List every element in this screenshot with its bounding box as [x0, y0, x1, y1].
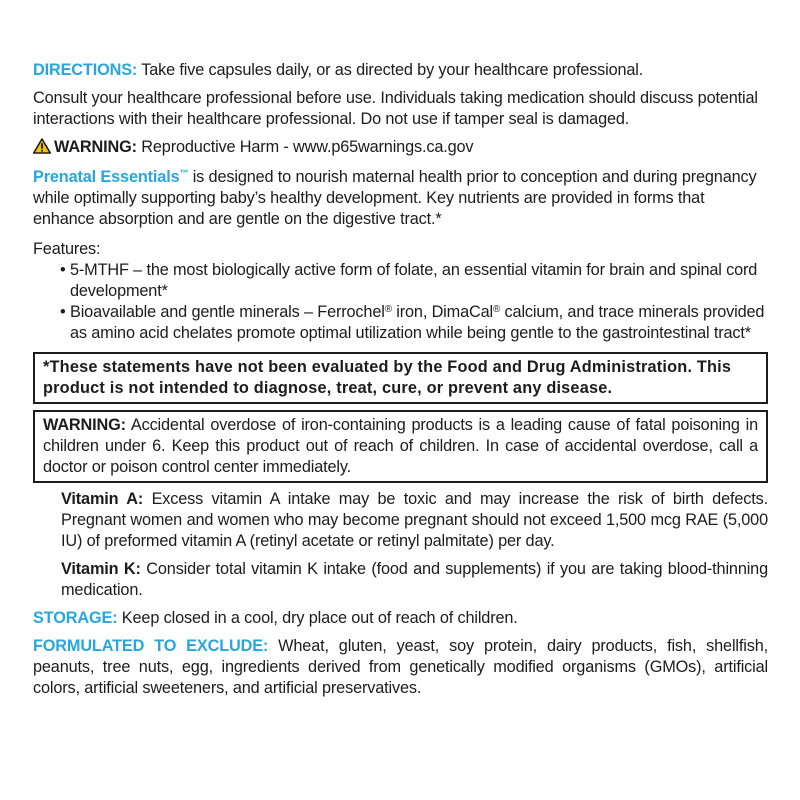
feature-text: 5-MTHF – the most biologically active form of folate, an essential vitamin for brain and spinal cord development*	[70, 261, 758, 300]
exclusions-heading: FORMULATED TO EXCLUDE:	[33, 637, 269, 655]
trademark-symbol: ™	[179, 168, 189, 178]
features-list	[60, 260, 768, 344]
vitamin-k-text: Consider total vitamin K intake (food and supplements) if you are taking blood-thinning medication.	[61, 560, 768, 599]
iron-warning-text: Accidental overdose of iron-containing products is a leading cause of fatal poisoning in children under 6. Keep this product out of reach of children. In case of accidental overdose, call a doctor or poison control center immediately.	[43, 416, 758, 476]
directions-text: Take five capsules daily, or as directed by your healthcare professional.	[137, 61, 644, 79]
vitamin-k-warning	[61, 559, 768, 601]
vitamin-k-label: Vitamin K:	[61, 560, 141, 578]
vitamin-a-text: Excess vitamin A intake may be toxic and may increase the risk of birth defects. Pregnant women and women who may become pregnant should not exceed 1,500 mcg RAE (5,000 IU) of preformed vitamin A (retinyl acetate or retinyl palmitate) per day.	[61, 490, 768, 550]
prop65-warning-text: Reproductive Harm - www.p65warnings.ca.gov	[136, 138, 474, 156]
iron-warning-label: WARNING:	[43, 416, 126, 434]
vitamin-a-label: Vitamin A:	[61, 490, 144, 508]
bullet: •	[60, 303, 66, 321]
registered-mark: ®	[492, 304, 501, 315]
directions-paragraph	[33, 60, 768, 81]
exclusions-paragraph	[33, 636, 768, 699]
prop65-warning	[33, 137, 768, 160]
brand-name: Prenatal Essentials	[33, 168, 180, 186]
fda-disclaimer-box	[33, 352, 768, 404]
list-item	[60, 260, 768, 302]
prop65-warning-label: WARNING:	[54, 138, 137, 156]
bullet: •	[60, 261, 66, 279]
warning-triangle-icon	[33, 138, 51, 160]
feature-text-part: calcium, and trace minerals provided as amino acid chelates promote optimal utilization while being gentle to the gastrointestinal tract*	[70, 303, 765, 342]
exclusions-text: Wheat, gluten, yeast, soy protein, dairy products, fish, shellfish, peanuts, tree nuts, egg, ingredients derived from genetically modified organisms (GMOs), artificial colors, artificial sweeteners, and artificial preservatives.	[33, 637, 768, 697]
registered-mark: ®	[384, 304, 392, 315]
supplement-label-panel	[33, 60, 768, 699]
storage-heading: STORAGE:	[33, 609, 118, 627]
storage-paragraph	[33, 608, 768, 629]
feature-text-part: Bioavailable and gentle minerals – Ferrochel	[70, 303, 385, 321]
vitamin-a-warning	[61, 489, 768, 552]
storage-text: Keep closed in a cool, dry place out of reach of children.	[117, 609, 518, 627]
directions-heading: DIRECTIONS:	[33, 61, 138, 79]
product-description	[33, 167, 768, 230]
product-description-text: is designed to nourish maternal health prior to conception and during pregnancy while optimally supporting baby’s healthy development. Key nutrients are provided in forms that enhance absorption and are gentle on the digestive tract.*	[33, 168, 757, 228]
list-item	[60, 302, 768, 344]
consult-paragraph: Consult your healthcare professional before use. Individuals taking medication should discuss potential interactions with their healthcare professional. Do not use if tamper seal is damaged.	[33, 89, 758, 128]
fda-disclaimer-text: *These statements have not been evaluated by the Food and Drug Administration. This product is not intended to diagnose, treat, cure, or prevent any disease.	[43, 358, 732, 397]
iron-warning-box	[33, 410, 768, 483]
feature-text-part: iron, DimaCal	[391, 303, 493, 321]
features-heading: Features:	[33, 240, 101, 258]
iron-warning-paragraph	[43, 415, 758, 478]
